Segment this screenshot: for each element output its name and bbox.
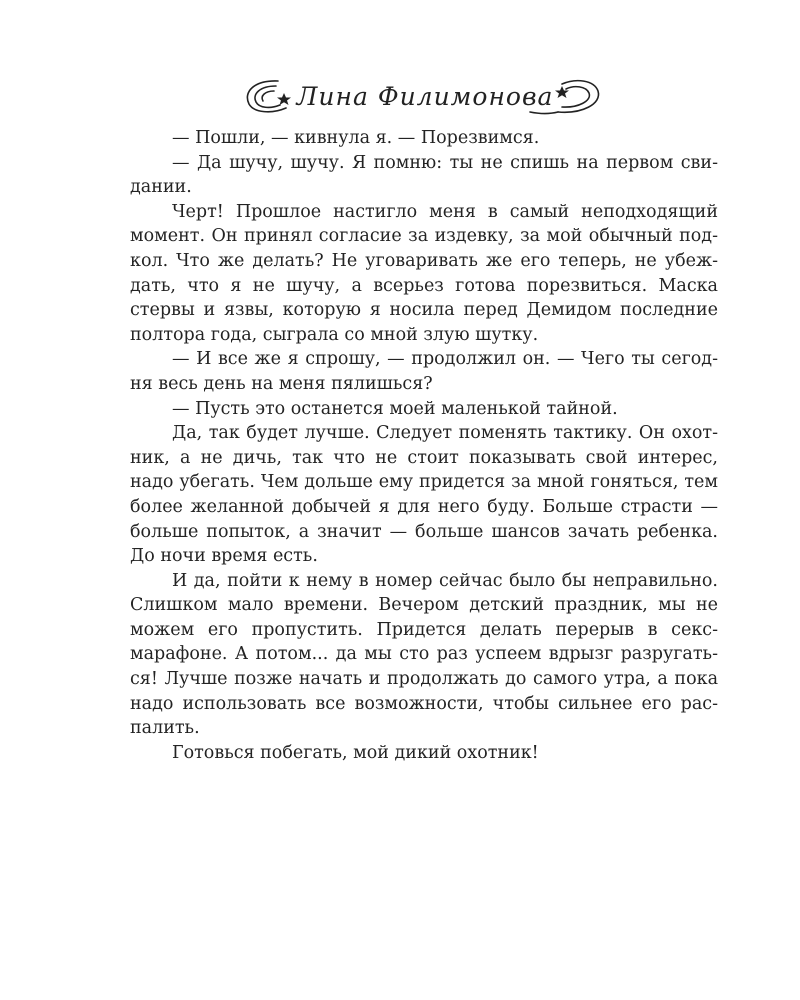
body-text — [130, 126, 718, 765]
paragraph: — Пошли, — кивнула я. — Порезвимся. — [172, 128, 540, 148]
author-signature-ornament — [240, 72, 610, 122]
paragraph: — Пусть это останется моей маленькой тайной. — [172, 398, 618, 419]
paragraph: — Да шучу, шучу. Я помню: ты не спишь на первом свидании. — [130, 152, 718, 198]
author-signature-text: Лина Филимонова — [296, 82, 554, 111]
paragraph: Готовься побегать, мой дикий охотник! — [172, 742, 539, 763]
paragraph: Черт! Прошлое настигло меня в самый неподходящий момент. Он принял согласие за издевку, за мой обычный подкол. Что же делать? Не уговаривать же его теперь, не убеждать, что я не шучу, а всерьез готова порезвиться. Маска стервы и язвы, которую я носила перед Демидом последние полтора года, сыграла со мной злую шутку. — [130, 201, 718, 345]
paragraph: И да, пойти к нему в номер сейчас было бы неправильно. Слишком мало времени. Вечером детский праздник, мы не можем его пропустить. Придется делать перерыв в секс-марафоне. А потом... да мы сто раз успеем вдрызг разругаться! Лучше позже начать и продолжать до самого утра, а пока надо использовать все возможности, чтобы сильнее его распалить. — [130, 570, 718, 739]
page-header — [240, 72, 610, 122]
paragraph: — И все же я спрошу, — продолжил он. — Чего ты сегодня весь день на меня пялишься? — [130, 349, 718, 394]
paragraph: Да, так будет лучше. Следует поменять тактику. Он охотник, а не дичь, так что не стоит показывать свой интерес, надо убегать. Чем дольше ему придется за мной гоняться, тем более желанной добычей я для него буду. Больше страсти — больше попыток, а значит — больше шансов зачать ребенка. До ночи время есть. — [130, 423, 718, 567]
left-star-icon — [277, 93, 291, 105]
left-swirl-ornament — [247, 81, 286, 112]
